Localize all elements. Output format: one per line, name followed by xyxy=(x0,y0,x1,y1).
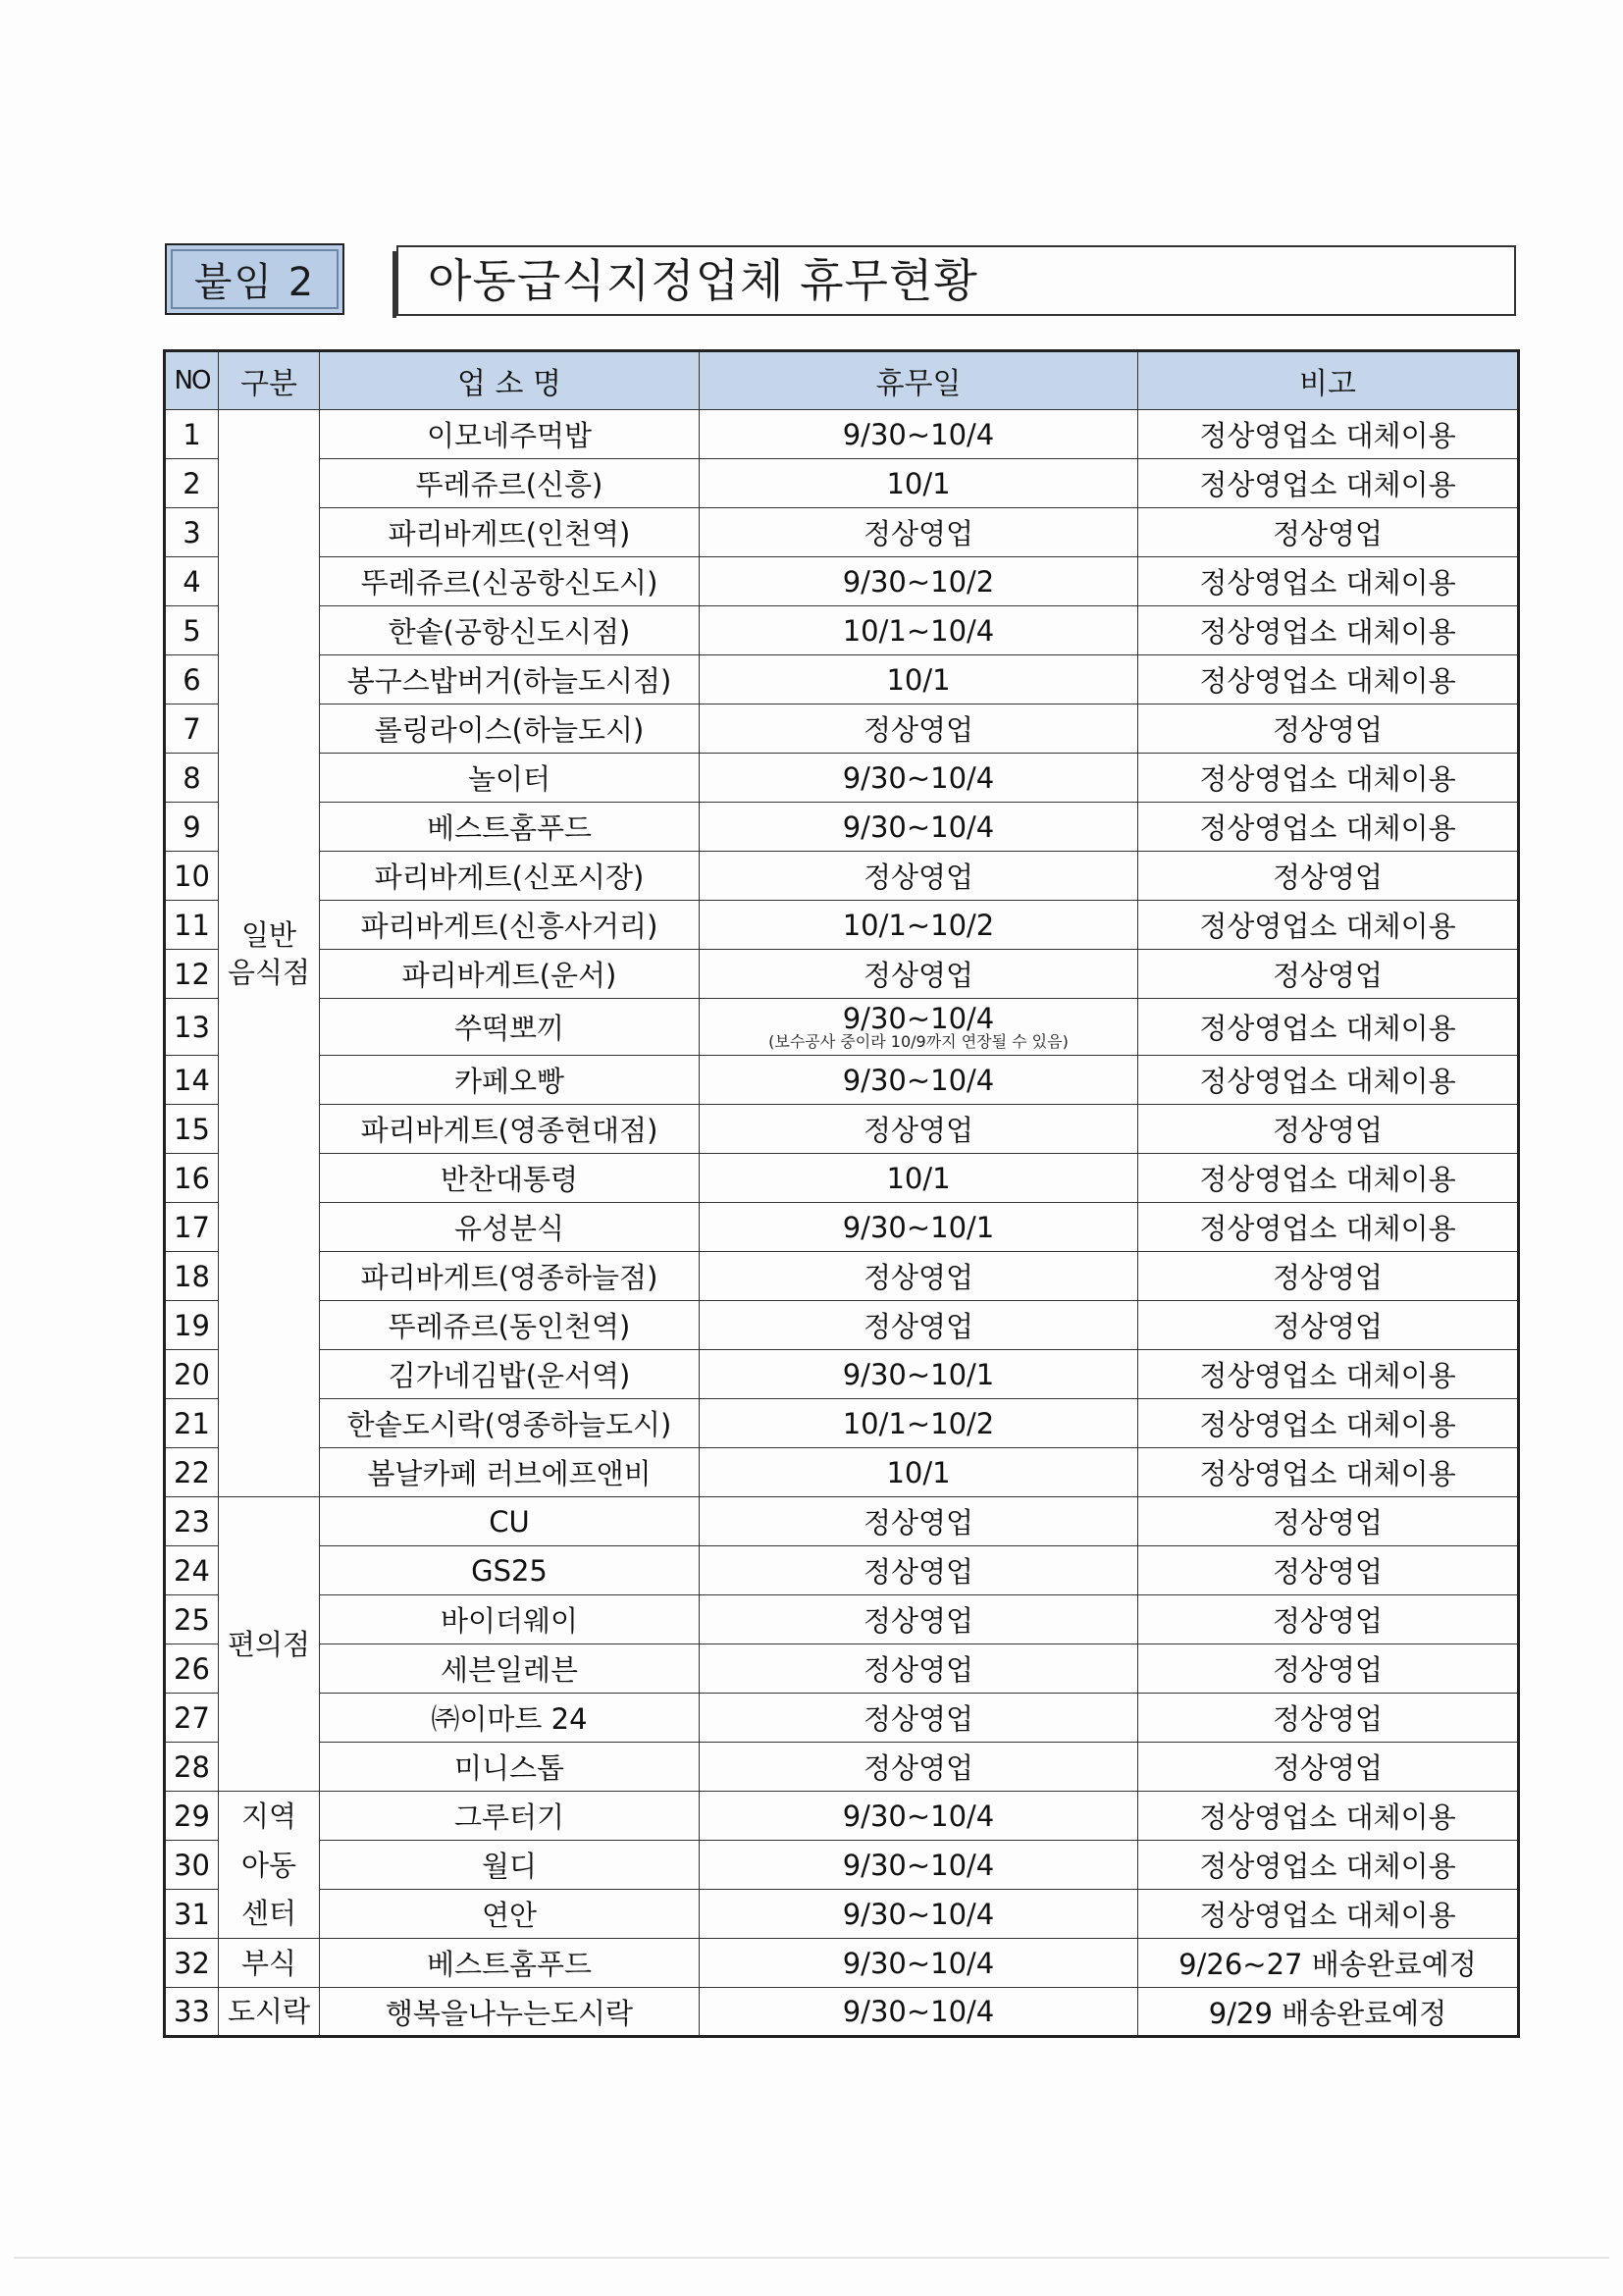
row-name: 유성분식 xyxy=(320,1203,700,1252)
row-closure: 9/30~10/4 xyxy=(700,803,1138,852)
row-no: 33 xyxy=(165,1988,219,2037)
row-no: 13 xyxy=(165,999,219,1056)
row-no: 21 xyxy=(165,1399,219,1448)
table-row xyxy=(165,655,1519,704)
row-name: 반찬대통령 xyxy=(320,1154,700,1203)
row-note: 정상영업소 대체이용 xyxy=(1138,1056,1519,1105)
row-note: 정상영업소 대체이용 xyxy=(1138,803,1519,852)
row-closure: 정상영업 xyxy=(700,1546,1138,1595)
row-name: 바이더웨이 xyxy=(320,1595,700,1644)
row-no: 23 xyxy=(165,1497,219,1546)
table-row xyxy=(165,1056,1519,1105)
row-no: 16 xyxy=(165,1154,219,1203)
title-box xyxy=(396,245,1516,316)
row-no: 31 xyxy=(165,1890,219,1939)
row-note: 정상영업 xyxy=(1138,1743,1519,1792)
row-no: 25 xyxy=(165,1595,219,1644)
row-no: 26 xyxy=(165,1644,219,1694)
category-general-line1: 일반 xyxy=(240,917,297,952)
row-note: 정상영업소 대체이용 xyxy=(1138,410,1519,459)
table-row xyxy=(165,1252,1519,1301)
category-center-line3: 센터 xyxy=(219,1890,320,1939)
row-closure: 9/30~10/4 xyxy=(700,1890,1138,1939)
table-row xyxy=(165,1497,1519,1546)
row-note: 정상영업소 대체이용 xyxy=(1138,606,1519,655)
table-row xyxy=(165,852,1519,901)
row-note: 정상영업소 대체이용 xyxy=(1138,1448,1519,1497)
row-name: CU xyxy=(320,1497,700,1546)
header-closure: 휴무일 xyxy=(700,351,1138,410)
row-name: 미니스톱 xyxy=(320,1743,700,1792)
scan-edge-line xyxy=(14,2257,1609,2259)
row-closure: 정상영업 xyxy=(700,1694,1138,1743)
row-name: 놀이터 xyxy=(320,754,700,803)
row-closure: 10/1~10/4 xyxy=(700,606,1138,655)
row-closure: 9/30~10/4 xyxy=(700,1939,1138,1988)
table-row xyxy=(165,1595,1519,1644)
row-closure: 정상영업 xyxy=(700,704,1138,754)
row-name: 베스트홈푸드 xyxy=(320,803,700,852)
row-note: 정상영업소 대체이용 xyxy=(1138,1350,1519,1399)
row-no: 2 xyxy=(165,459,219,508)
row-closure: 10/1 xyxy=(700,655,1138,704)
row-name: 파리바게트(영종현대점) xyxy=(320,1105,700,1154)
row-name: 쑤떡뽀끼 xyxy=(320,999,700,1056)
row-closure-note: (보수공사 중이라 10/9까지 연장될 수 있음) xyxy=(768,1031,1069,1051)
row-no: 29 xyxy=(165,1792,219,1841)
table-row xyxy=(165,1644,1519,1694)
row-note: 정상영업소 대체이용 xyxy=(1138,655,1519,704)
table-row xyxy=(165,1203,1519,1252)
row-note: 정상영업 xyxy=(1138,1301,1519,1350)
row-name: 파리바게트(신포시장) xyxy=(320,852,700,901)
row-note: 정상영업 xyxy=(1138,1694,1519,1743)
row-closure: 9/30~10/4 xyxy=(700,1056,1138,1105)
table-row xyxy=(165,1939,1519,1988)
row-name: 파리바게트(운서) xyxy=(320,950,700,999)
row-name: 뚜레쥬르(신흥) xyxy=(320,459,700,508)
row-note: 정상영업소 대체이용 xyxy=(1138,754,1519,803)
category-side-dish: 부식 xyxy=(219,1939,320,1988)
row-note: 정상영업 xyxy=(1138,1595,1519,1644)
row-note: 정상영업소 대체이용 xyxy=(1138,1792,1519,1841)
row-name: 이모네주먹밥 xyxy=(320,410,700,459)
row-closure: 정상영업 xyxy=(700,852,1138,901)
row-no: 12 xyxy=(165,950,219,999)
row-name: ㈜이마트 24 xyxy=(320,1694,700,1743)
table-row xyxy=(165,606,1519,655)
row-closure: 정상영업 xyxy=(700,1301,1138,1350)
row-closure: 정상영업 xyxy=(700,508,1138,557)
row-name: 그루터기 xyxy=(320,1792,700,1841)
row-note: 정상영업소 대체이용 xyxy=(1138,1399,1519,1448)
row-closure: 10/1~10/2 xyxy=(700,901,1138,950)
row-no: 19 xyxy=(165,1301,219,1350)
page-title: 아동급식지정업체 휴무현황 xyxy=(428,254,978,307)
row-note: 9/26~27 배송완료예정 xyxy=(1138,1939,1519,1988)
row-closure: 9/30~10/4 xyxy=(700,754,1138,803)
table-row xyxy=(165,1105,1519,1154)
row-name: 뚜레쥬르(신공항신도시) xyxy=(320,557,700,606)
row-no: 22 xyxy=(165,1448,219,1497)
table-row xyxy=(165,1546,1519,1595)
row-name: 뚜레쥬르(동인천역) xyxy=(320,1301,700,1350)
row-closure: 10/1 xyxy=(700,1448,1138,1497)
row-closure: 10/1~10/2 xyxy=(700,1399,1138,1448)
table-row xyxy=(165,999,1519,1056)
row-note: 9/29 배송완료예정 xyxy=(1138,1988,1519,2037)
row-name: 김가네김밥(운서역) xyxy=(320,1350,700,1399)
table-row xyxy=(165,950,1519,999)
row-name: 한솥(공항신도시점) xyxy=(320,606,700,655)
table-row xyxy=(165,410,1519,459)
table-row xyxy=(165,1301,1519,1350)
row-no: 1 xyxy=(165,410,219,459)
closure-table xyxy=(163,349,1520,2038)
header-name: 업 소 명 xyxy=(320,351,700,410)
table-row xyxy=(165,1350,1519,1399)
table-row xyxy=(165,1694,1519,1743)
category-center-line2: 아동 xyxy=(219,1841,320,1890)
row-no: 28 xyxy=(165,1743,219,1792)
row-name: 파리바게트(영종하늘점) xyxy=(320,1252,700,1301)
category-center-line1: 지역 xyxy=(219,1792,320,1841)
row-note: 정상영업소 대체이용 xyxy=(1138,1203,1519,1252)
row-note: 정상영업소 대체이용 xyxy=(1138,1890,1519,1939)
row-name: 연안 xyxy=(320,1890,700,1939)
table-row xyxy=(165,1890,1519,1939)
row-closure: 9/30~10/1 xyxy=(700,1203,1138,1252)
table-row xyxy=(165,1154,1519,1203)
row-closure xyxy=(700,999,1138,1056)
row-no: 11 xyxy=(165,901,219,950)
row-note: 정상영업 xyxy=(1138,1252,1519,1301)
table-row xyxy=(165,901,1519,950)
table-row xyxy=(165,1792,1519,1841)
table-row xyxy=(165,803,1519,852)
row-note: 정상영업 xyxy=(1138,508,1519,557)
row-no: 17 xyxy=(165,1203,219,1252)
row-no: 20 xyxy=(165,1350,219,1399)
table-row xyxy=(165,508,1519,557)
row-note: 정상영업 xyxy=(1138,704,1519,754)
row-name: 행복을나누는도시락 xyxy=(320,1988,700,2037)
row-closure: 9/30~10/4 xyxy=(700,1792,1138,1841)
header-note: 비고 xyxy=(1138,351,1519,410)
row-no: 15 xyxy=(165,1105,219,1154)
table-header-row xyxy=(165,351,1519,410)
category-convenience: 편의점 xyxy=(219,1497,320,1792)
row-closure: 정상영업 xyxy=(700,1644,1138,1694)
row-no: 3 xyxy=(165,508,219,557)
row-note: 정상영업 xyxy=(1138,1546,1519,1595)
row-no: 5 xyxy=(165,606,219,655)
row-no: 18 xyxy=(165,1252,219,1301)
row-name: 한솥도시락(영종하늘도시) xyxy=(320,1399,700,1448)
title-box-shadow xyxy=(393,251,396,318)
row-name: 카페오빵 xyxy=(320,1056,700,1105)
row-note: 정상영업 xyxy=(1138,1105,1519,1154)
row-no: 6 xyxy=(165,655,219,704)
attachment-badge: 붙임 2 xyxy=(165,243,344,315)
row-no: 32 xyxy=(165,1939,219,1988)
table-row xyxy=(165,1399,1519,1448)
row-name: 봉구스밥버거(하늘도시점) xyxy=(320,655,700,704)
row-closure: 정상영업 xyxy=(700,1105,1138,1154)
row-closure: 정상영업 xyxy=(700,1497,1138,1546)
row-note: 정상영업소 대체이용 xyxy=(1138,1841,1519,1890)
row-name: 베스트홈푸드 xyxy=(320,1939,700,1988)
row-closure: 정상영업 xyxy=(700,1595,1138,1644)
header-no: NO xyxy=(165,351,219,410)
table-row xyxy=(165,557,1519,606)
row-name: 세븐일레븐 xyxy=(320,1644,700,1694)
row-no: 10 xyxy=(165,852,219,901)
table-row xyxy=(165,754,1519,803)
table-row xyxy=(165,1841,1519,1890)
row-note: 정상영업 xyxy=(1138,950,1519,999)
table-row xyxy=(165,704,1519,754)
category-general-line2: 음식점 xyxy=(227,955,311,989)
row-name: GS25 xyxy=(320,1546,700,1595)
row-name: 봄날카페 러브에프앤비 xyxy=(320,1448,700,1497)
row-closure: 9/30~10/4 xyxy=(700,1988,1138,2037)
row-name: 파리바게뜨(인천역) xyxy=(320,508,700,557)
row-note: 정상영업소 대체이용 xyxy=(1138,1154,1519,1203)
row-note: 정상영업 xyxy=(1138,852,1519,901)
table-row xyxy=(165,1743,1519,1792)
row-note: 정상영업소 대체이용 xyxy=(1138,999,1519,1056)
row-closure: 10/1 xyxy=(700,459,1138,508)
row-name: 월디 xyxy=(320,1841,700,1890)
row-note: 정상영업 xyxy=(1138,1497,1519,1546)
row-no: 9 xyxy=(165,803,219,852)
table-row xyxy=(165,1988,1519,2037)
table-row xyxy=(165,459,1519,508)
row-no: 14 xyxy=(165,1056,219,1105)
row-no: 24 xyxy=(165,1546,219,1595)
row-no: 7 xyxy=(165,704,219,754)
row-closure: 정상영업 xyxy=(700,1743,1138,1792)
row-closure: 정상영업 xyxy=(700,950,1138,999)
row-closure: 9/30~10/2 xyxy=(700,557,1138,606)
row-name: 파리바게트(신흥사거리) xyxy=(320,901,700,950)
row-closure: 9/30~10/1 xyxy=(700,1350,1138,1399)
category-lunchbox: 도시락 xyxy=(219,1988,320,2037)
row-note: 정상영업소 대체이용 xyxy=(1138,557,1519,606)
row-closure: 10/1 xyxy=(700,1154,1138,1203)
table-row xyxy=(165,1448,1519,1497)
category-general xyxy=(219,410,320,1497)
header-category: 구분 xyxy=(219,351,320,410)
row-no: 27 xyxy=(165,1694,219,1743)
row-note: 정상영업소 대체이용 xyxy=(1138,459,1519,508)
row-no: 8 xyxy=(165,754,219,803)
row-note: 정상영업소 대체이용 xyxy=(1138,901,1519,950)
row-closure: 9/30~10/4 xyxy=(700,1841,1138,1890)
row-closure: 정상영업 xyxy=(700,1252,1138,1301)
row-no: 4 xyxy=(165,557,219,606)
row-closure-value: 9/30~10/4 xyxy=(842,1001,995,1035)
row-name: 롤링라이스(하늘도시) xyxy=(320,704,700,754)
row-closure: 9/30~10/4 xyxy=(700,410,1138,459)
row-no: 30 xyxy=(165,1841,219,1890)
row-note: 정상영업 xyxy=(1138,1644,1519,1694)
